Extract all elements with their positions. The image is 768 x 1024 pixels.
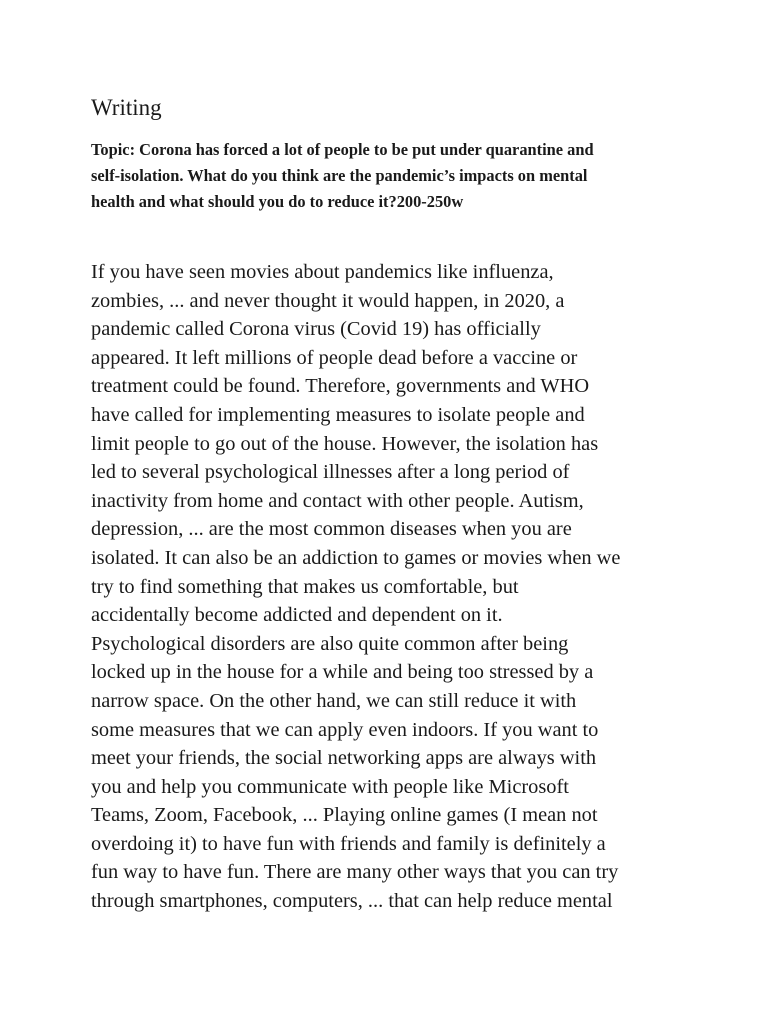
topic-line: self-isolation. What do you think are the pandemic’s impacts on mental (91, 166, 588, 185)
essay-line: isolated. It can also be an addiction to games or movies when we (91, 546, 621, 569)
topic-line: Topic: Corona has forced a lot of people to be put under quarantine and (91, 140, 594, 159)
essay-line: Teams, Zoom, Facebook, ... Playing online games (I mean not (91, 804, 598, 827)
essay-body (91, 258, 731, 916)
essay-line: limit people to go out of the house. However, the isolation has (91, 432, 599, 455)
essay-line: depression, ... are the most common diseases when you are (91, 518, 572, 541)
essay-line: overdoing it) to have fun with friends and family is definitely a (91, 832, 606, 855)
essay-line: zombies, ... and never thought it would happen, in 2020, a (91, 289, 565, 312)
document-heading: Writing (91, 95, 162, 120)
essay-line: If you have seen movies about pandemics like influenza, (91, 261, 554, 283)
essay-line: fun way to have fun. There are many other ways that you can try (91, 861, 619, 884)
essay-line: treatment could be found. Therefore, governments and WHO (91, 375, 590, 398)
essay-line: you and help you communicate with people like Microsoft (91, 775, 569, 798)
topic-line: health and what should you do to reduce it?200-250w (91, 192, 464, 211)
essay-line: appeared. It left millions of people dead before a vaccine or (91, 346, 578, 369)
essay-line: through smartphones, computers, ... that can help reduce mental (91, 890, 613, 913)
essay-line: narrow space. On the other hand, we can still reduce it with (91, 689, 577, 712)
essay-line: have called for implementing measures to isolate people and (91, 403, 585, 426)
essay-line: accidentally become addicted and dependent on it. (91, 604, 503, 627)
essay-line: inactivity from home and contact with other people. Autism, (91, 489, 584, 512)
essay-line: Psychological disorders are also quite common after being (91, 632, 569, 655)
essay-line: meet your friends, the social networking apps are always with (91, 747, 597, 770)
essay-line: some measures that we can apply even indoors. If you want to (91, 718, 599, 741)
essay-line: try to find something that makes us comfortable, but (91, 575, 519, 598)
essay-line: locked up in the house for a while and being too stressed by a (91, 661, 594, 684)
topic-prompt (91, 137, 691, 215)
essay-line: led to several psychological illnesses after a long period of (91, 461, 570, 484)
essay-line: pandemic called Corona virus (Covid 19) has officially (91, 318, 541, 341)
